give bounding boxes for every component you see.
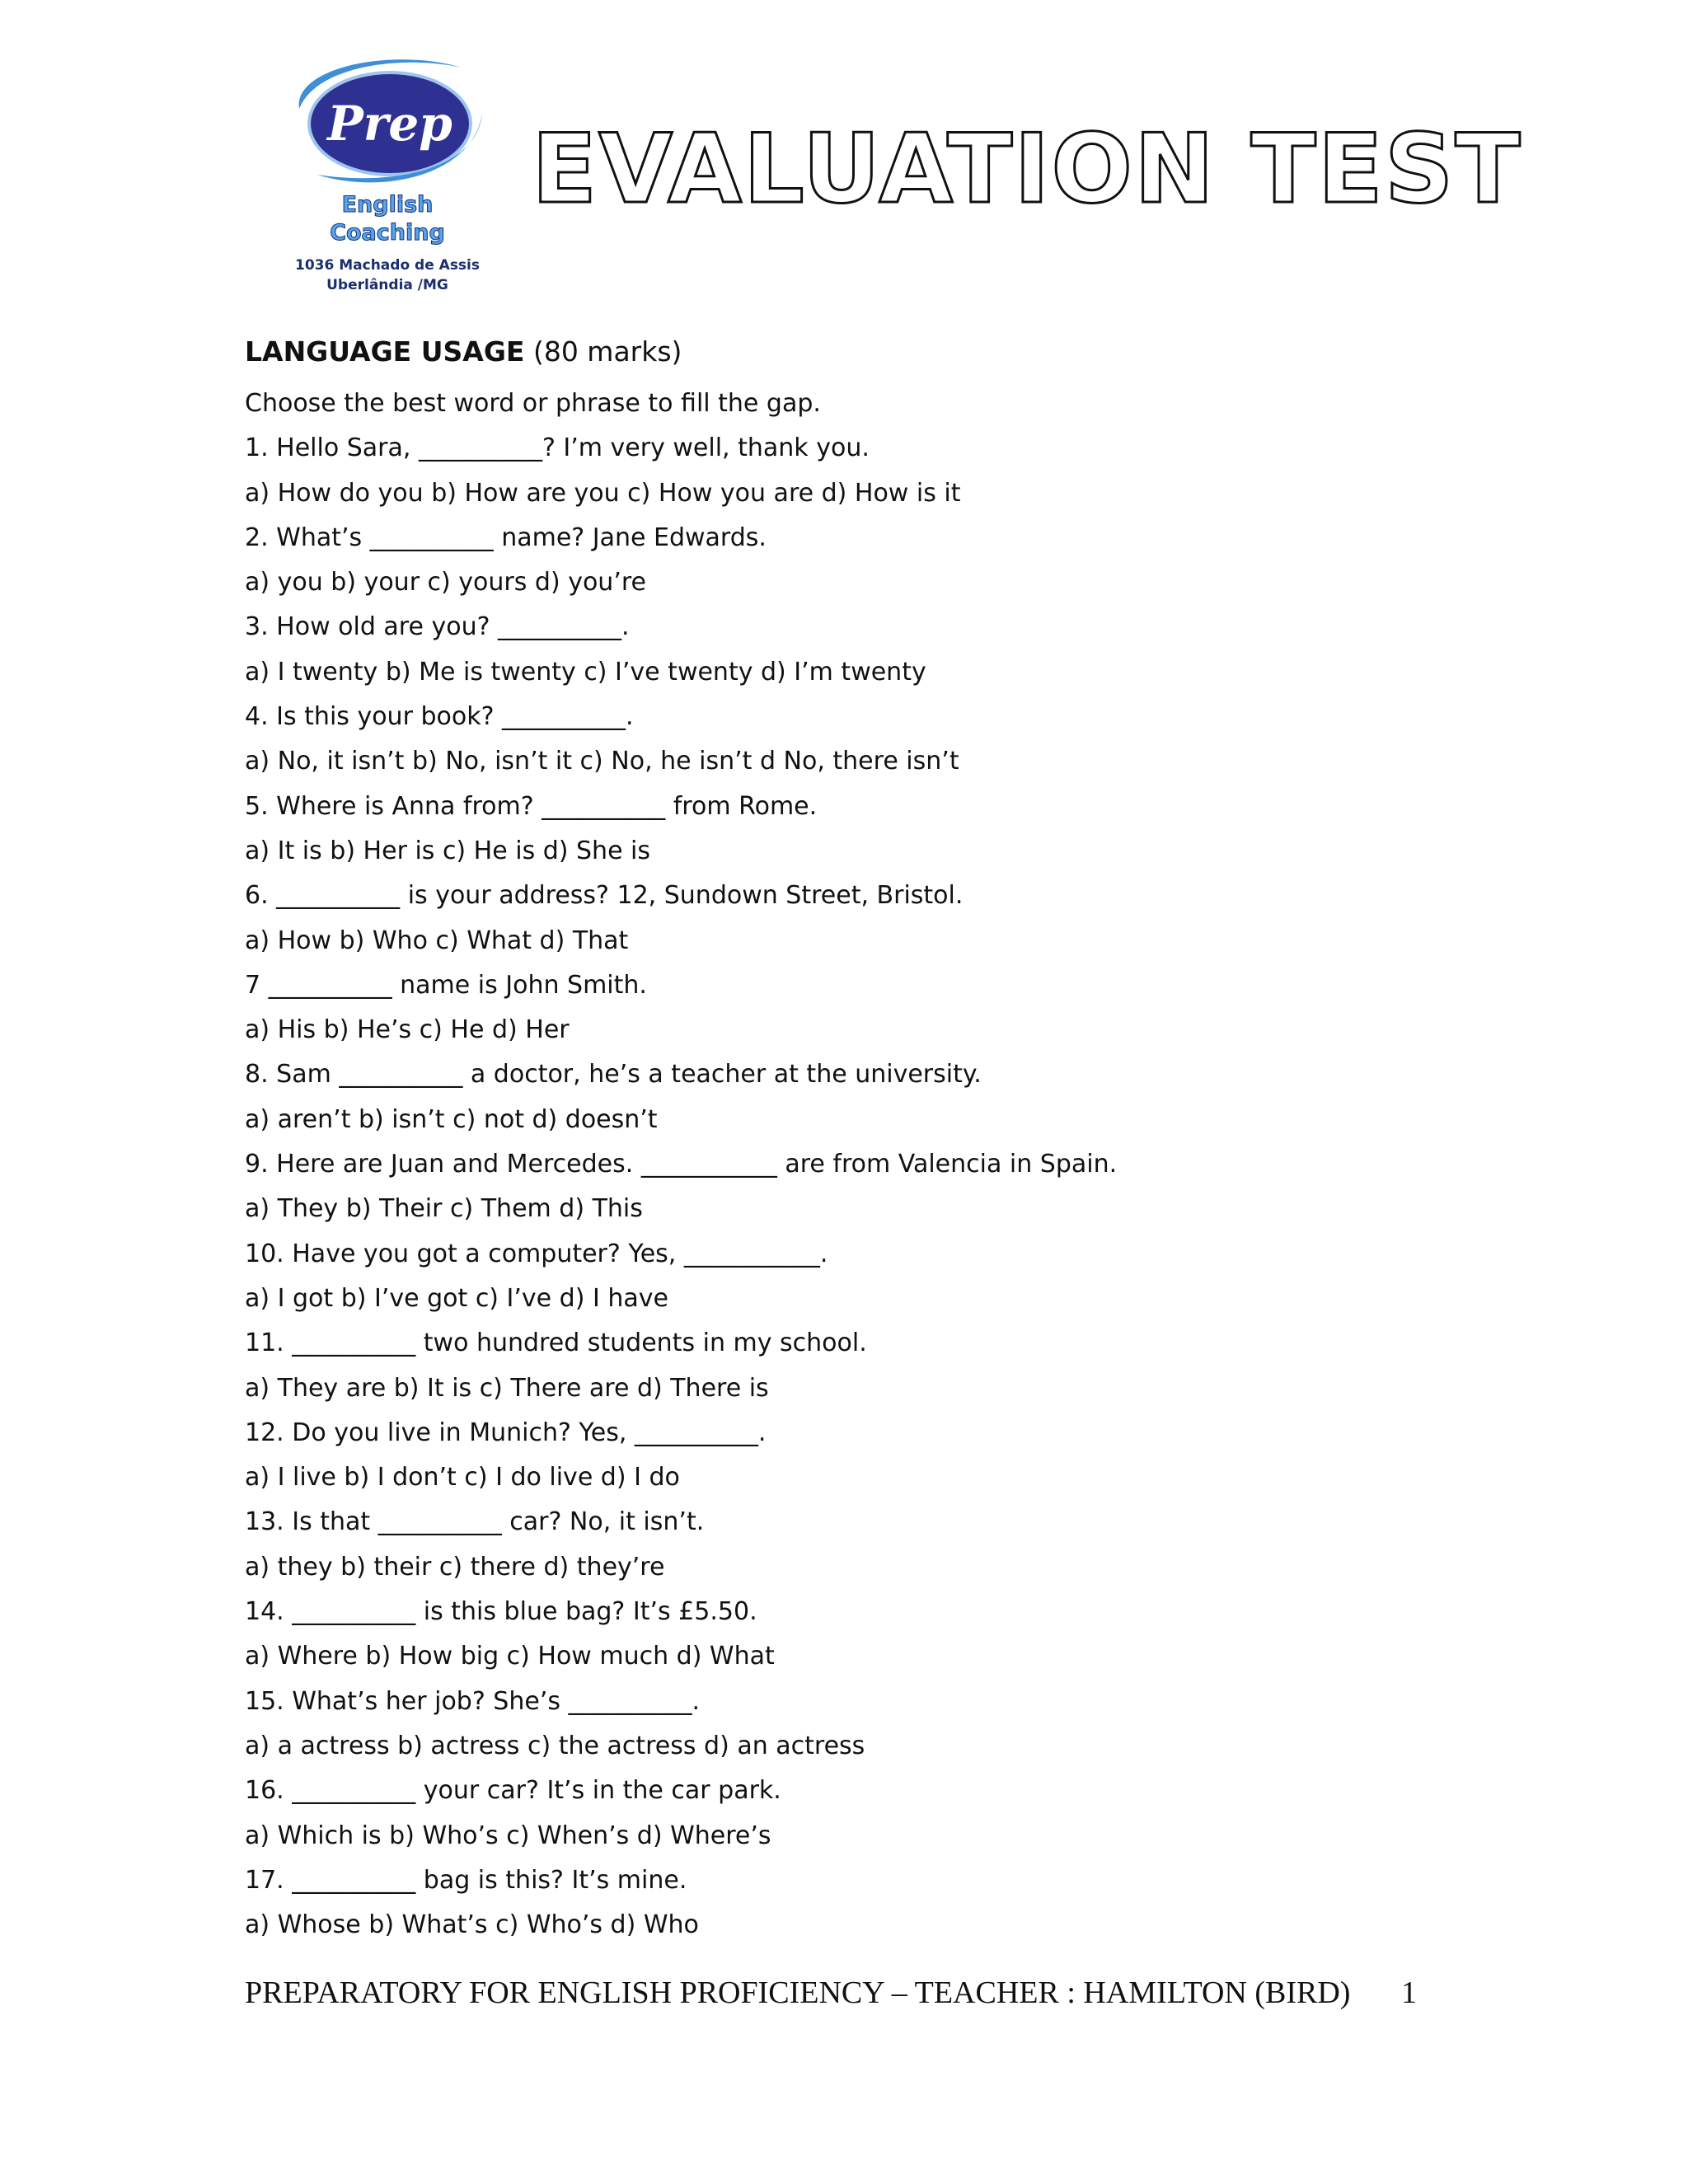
answer-options: a) I got b) I’ve got c) I’ve d) I have bbox=[245, 1283, 668, 1313]
question-text: 2. What’s __________ name? Jane Edwards. bbox=[245, 523, 767, 552]
question-text: 15. What’s her job? She’s __________. bbox=[245, 1686, 701, 1716]
section-heading bbox=[245, 332, 1481, 373]
page-title: EVALUATION TEST bbox=[532, 114, 1522, 225]
question-text: 4. Is this your book? __________. bbox=[245, 702, 634, 732]
logo-line-coaching: Coaching bbox=[330, 220, 445, 246]
answer-options: a) They b) Their c) Them d) This bbox=[245, 1194, 643, 1224]
answer-options: a) How b) Who c) What d) That bbox=[245, 926, 629, 955]
question-text: 13. Is that __________ car? No, it isn’t. bbox=[245, 1507, 705, 1537]
answer-options: a) It is b) Her is c) He is d) She is bbox=[245, 836, 651, 865]
logo-address: 1036 Machado de Assis bbox=[295, 257, 480, 274]
answer-options: a) Where b) How big c) How much d) What bbox=[245, 1642, 775, 1671]
answer-options: a) Which is b) Who’s c) When’s d) Where’s bbox=[245, 1821, 771, 1850]
answer-options: a) you b) your c) yours d) you’re bbox=[245, 568, 646, 598]
footer-text: PREPARATORY FOR ENGLISH PROFICIENCY – TEACHER : HAMILTON (BIRD) bbox=[245, 1975, 1351, 2010]
page-number: 1 bbox=[1401, 1975, 1417, 2010]
section-title: LANGUAGE USAGE bbox=[245, 335, 525, 368]
question-text: 12. Do you live in Munich? Yes, __________. bbox=[245, 1418, 767, 1447]
answer-options: a) How do you b) How are you c) How you are d) How is it bbox=[245, 478, 961, 508]
test-content bbox=[245, 332, 1481, 1947]
instruction-text: Choose the best word or phrase to fill the gap. bbox=[245, 389, 821, 418]
logo-text bbox=[284, 191, 490, 295]
logo-city: Uberlândia /MG bbox=[326, 277, 448, 293]
logo-line-english: English bbox=[341, 192, 434, 218]
answer-options: a) a actress b) actress c) the actress d) an actress bbox=[245, 1731, 865, 1760]
question-text: 3. How old are you? __________. bbox=[245, 612, 630, 642]
answer-options: a) No, it isn’t b) No, isn’t it c) No, he isn’t d No, there isn’t bbox=[245, 747, 959, 776]
question-text: 6. __________ is your address? 12, Sundown Street, Bristol. bbox=[245, 881, 964, 911]
answer-options: a) They are b) It is c) There are d) There is bbox=[245, 1373, 769, 1403]
question-text: 17. __________ bag is this? It’s mine. bbox=[245, 1865, 687, 1895]
question-text: 14. __________ is this blue bag? It’s £5.50. bbox=[245, 1597, 757, 1627]
question-text: 10. Have you got a computer? Yes, ___________. bbox=[245, 1239, 828, 1268]
question-text: 1. Hello Sara, __________? I’m very well, thank you. bbox=[245, 434, 870, 463]
answer-options: a) I twenty b) Me is twenty c) I’ve twenty d) I’m twenty bbox=[245, 657, 926, 687]
question-text: 7 __________ name is John Smith. bbox=[245, 970, 647, 1000]
answer-options: a) they b) their c) there d) they’re bbox=[245, 1552, 665, 1582]
logo-emblem bbox=[284, 51, 490, 191]
question-text: 5. Where is Anna from? __________ from Rome. bbox=[245, 791, 818, 821]
answer-options: a) Whose b) What’s c) Who’s d) Who bbox=[245, 1910, 699, 1940]
section-marks: (80 marks) bbox=[532, 335, 682, 368]
question-text: 8. Sam __________ a doctor, he’s a teacher at the university. bbox=[245, 1060, 982, 1090]
question-text: 11. __________ two hundred students in my school. bbox=[245, 1329, 867, 1358]
logo-brand: Prep bbox=[327, 96, 452, 152]
question-text: 16. __________ your car? It’s in the car park. bbox=[245, 1776, 781, 1806]
question-list bbox=[245, 426, 1481, 1947]
question-text: 9. Here are Juan and Mercedes. ___________ are from Valencia in Spain. bbox=[245, 1150, 1118, 1179]
school-logo bbox=[284, 51, 490, 307]
answer-options: a) I live b) I don’t c) I do live d) I do bbox=[245, 1463, 680, 1493]
answer-options: a) aren’t b) isn’t c) not d) doesn’t bbox=[245, 1104, 658, 1134]
answer-options: a) His b) He’s c) He d) Her bbox=[245, 1015, 570, 1045]
